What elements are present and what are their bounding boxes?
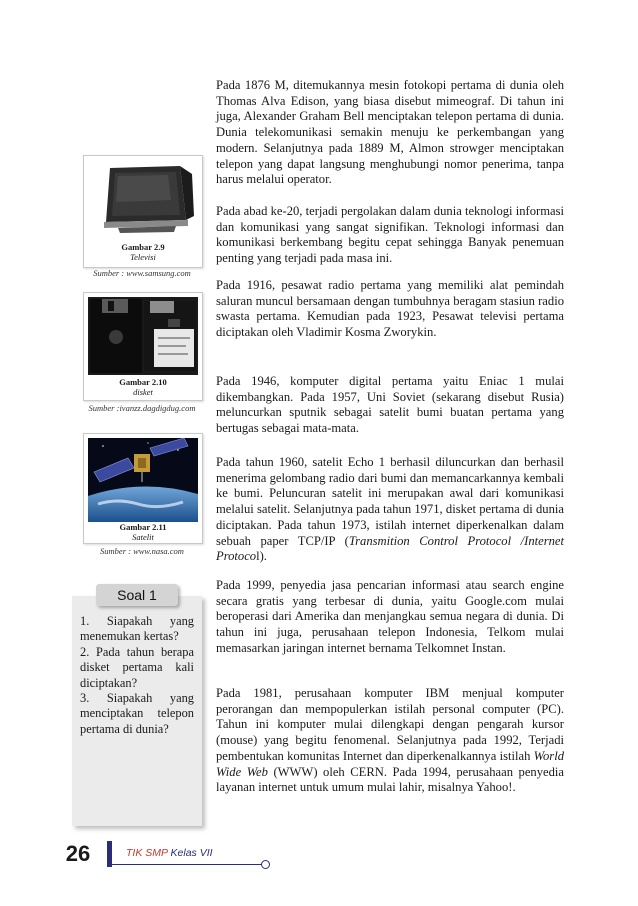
paragraph-1981-text: Pada 1981, perusahaan komputer IBM menjual komputer perorangan dan mempopulerkan istilah personal computer (PC). Tahun ini komputer mulai dilengkapi dengan pengarah kursor (mouse) yang begitu fenomenal. Selanjutnya pada 1992, Terjadi pembentukan komunitas Internet dan diperkenalkannya istilah (216, 686, 564, 763)
figure-source: Sumber : www.samsung.com (93, 268, 191, 278)
figure-tv (83, 155, 203, 268)
footer-rule (110, 864, 262, 865)
paragraph-1916: Pada 1916, pesawat radio pertama yang memiliki alat pemindah saluran muncul bersamaan dengan tumbuhnya beragam stasiun radio swasta pertama. Kemudian pada 1923, Pesawat televisi pertama diciptakan oleh Vladimir Kosma Zworykin. (216, 278, 564, 340)
paragraph-1960-italic: Transmition Control Protocol /Internet Protoco (216, 533, 564, 564)
figure-title: Televisi (130, 252, 156, 262)
paragraph-1981 (216, 686, 564, 796)
paragraph-abad-20: Pada abad ke-20, terjadi pergolakan dalam dunia teknologi informasi dan komunikasi yang sangat signifikan. Teknologi informasi dan komunikasi berkembang begitu cepat sehingga Banyak penemuan penting yang terjadi pada masa ini. (216, 204, 564, 266)
soal-title: Soal 1 (96, 584, 178, 606)
figure-disket (83, 292, 203, 401)
figure-label: Gambar 2.10 (119, 377, 167, 387)
figure-label: Gambar 2.11 (119, 522, 167, 532)
soal-question-3: 3. Siapakah yang menciptakan telepon pertama di dunia? (80, 691, 194, 736)
paragraph-1946: Pada 1946, komputer digital pertama yaitu Eniac 1 mulai dikembangkan. Pada 1957, Uni Soviet (sekarang disebut Rusia) meluncurkan sputnik sebagai satelit bumi buatan pertama yang bertugas sebagai mata-mata. (216, 374, 564, 436)
disket-image (88, 297, 198, 375)
paragraph-1960-text: Pada tahun 1960, satelit Echo 1 berhasil diluncurkan dan berhasil menerima gelombang radio dari bumi dan memancarkannya kembali ke bumi. Peluncuran satelit ini merupakan awal dari komunikasi melalui satelit. Selanjutnya pada tahun 1971, disket pertama di dunia diciptakan. Pada tahun 1973, istilah internet diperkenalkan dalam sebuah paper TCP/IP ( (216, 455, 564, 548)
soal-question-2: 2. Pada tahun berapa disket pertama kali diciptakan? (80, 644, 194, 690)
satellite-image (88, 438, 198, 522)
figure-caption (84, 377, 202, 397)
paragraph-1960-end: l). (256, 549, 267, 564)
figure-caption (84, 242, 202, 262)
paragraph-1981-italic: World Wide Web (216, 748, 564, 779)
page-number: 26 (65, 841, 91, 866)
footer-book-suffix: Kelas VII (167, 847, 213, 859)
figure-source: Sumber : www.nasa.com (100, 546, 184, 556)
figure-caption (84, 522, 202, 542)
paragraph-1981-end: (WWW) oleh CERN. Pada 1994, perusahaan penyedia layanan internet untuk umum mulai lahir, misalnya Yahoo!. (216, 764, 564, 795)
footer-book-prefix: TIK SMP (126, 847, 168, 859)
figure-label: Gambar 2.9 (121, 242, 165, 252)
paragraph-1999: Pada 1999, penyedia jasa pencarian informasi atau search engine secara gratis yang terbesar di dunia, yaitu Google.com mulai beroperasi dari Amerika dan menjangkau semua negara di dunia. Di tahun ini juga, perusahaan telepon Indonesia, Telkom mulai memasarkan jaringan internet bernama Telkomnet Instan. (216, 578, 564, 655)
figure-source: Sumber :ivanzz.dagdigdug.com (88, 403, 196, 413)
soal-questions (80, 614, 194, 737)
soal-question-1: 1. Siapakah yang menemukan kertas? (80, 614, 194, 644)
footer-book-title (126, 847, 213, 859)
paragraph-1876: Pada 1876 M, ditemukannya mesin fotokopi pertama di dunia oleh Thomas Alva Edison, yang biasa disebut mimeograf. Di tahun ini juga, Alexander Graham Bell menciptakan telepon pertama di dunia. Dunia telekomunikasi semakin menuju ke perkembangan yang modern. Selanjutnya pada 1889 M, Almon strowger menciptakan telepon yang dapat langsung menghubungi nomor penerima, tanpa harus melalui operator. (216, 78, 564, 187)
figure-satellite (83, 433, 203, 544)
paragraph-1960 (216, 455, 564, 565)
figure-title: Satelit (132, 532, 154, 542)
figure-title: disket (133, 387, 153, 397)
footer-dot-icon (261, 860, 270, 869)
tv-image (88, 160, 198, 240)
